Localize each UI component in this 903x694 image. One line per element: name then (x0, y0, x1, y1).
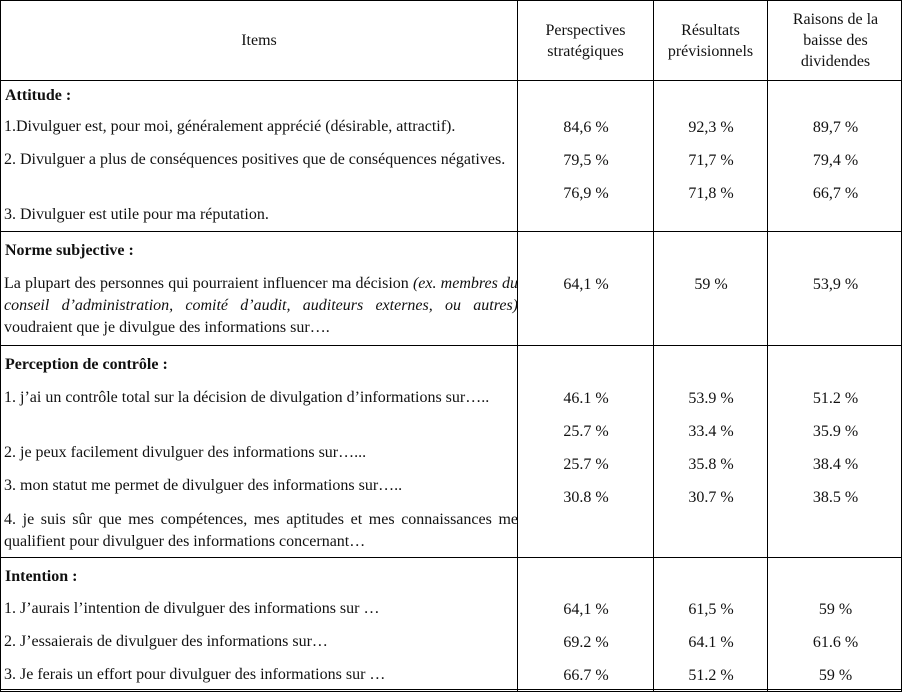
value-cell: 71,7 % (688, 152, 734, 169)
item-text: 1. j’ai un contrôle total sur la décision de divulgation d’informations sur….. (4, 389, 490, 406)
value-cell: 38.5 % (812, 489, 859, 506)
value-cell: 79,4 % (812, 152, 859, 169)
section-divider (1, 231, 901, 232)
value-cell: 51.2 % (688, 667, 734, 684)
bottom-double-rule (1, 689, 901, 690)
value-cell: 66,7 % (812, 185, 859, 202)
value-cell: 30.8 % (563, 489, 609, 506)
value-cell: 61.6 % (812, 634, 859, 651)
value-cell: 35.9 % (812, 423, 859, 440)
header-items: Items (241, 32, 277, 49)
item-text: 3. Je ferais un effort pour divulguer des informations sur … (4, 666, 386, 683)
value-cell: 66.7 % (563, 667, 609, 684)
value-cell: 59 % (818, 667, 853, 684)
header-resultats: Résultats prévisionnels (667, 21, 754, 60)
item-text: 4. je suis sûr que mes compétences, mes aptitudes et mes connaissances me qualifient pour divulguer des informations concernant… (4, 511, 518, 550)
item-text: 3. Divulguer est utile pour ma réputation. (4, 206, 269, 223)
value-cell: 64,1 % (563, 601, 609, 618)
header-raisons: Raisons de la baisse des dividendes (792, 11, 879, 70)
value-cell: 71,8 % (688, 185, 734, 202)
value-cell: 84,6 % (563, 119, 609, 136)
header-divider (1, 80, 901, 81)
value-cell: 64,1 % (563, 276, 609, 293)
value-cell: 92,3 % (688, 119, 734, 136)
value-cell: 30.7 % (688, 489, 734, 506)
item-text: 2. je peux facilement divulguer des informations sur…... (4, 444, 367, 461)
value-cell: 53.9 % (688, 390, 734, 407)
column-divider (653, 1, 654, 691)
value-cell: 25.7 % (563, 423, 609, 440)
item-text: La plupart des personnes qui pourraient influencer ma décision (ex. membres du conseil d’administration, comité d’audit, auditeurs externes, ou autres) voudraient que je divulgue des informations sur…. (4, 275, 519, 336)
value-cell: 89,7 % (812, 119, 859, 136)
value-cell: 51.2 % (812, 390, 859, 407)
value-cell: 53,9 % (812, 276, 859, 293)
value-cell: 59 % (694, 276, 728, 293)
value-cell: 46.1 % (563, 390, 609, 407)
value-cell: 79,5 % (563, 152, 609, 169)
item-text: 2. J’essaierais de divulguer des informations sur… (4, 633, 328, 650)
item-text: 1.Divulguer est, pour moi, généralement apprécié (désirable, attractif). (4, 118, 456, 135)
item-text: 3. mon statut me permet de divulguer des informations sur….. (4, 477, 403, 494)
value-cell: 59 % (818, 601, 853, 618)
item-text: 2. Divulguer a plus de conséquences positives que de conséquences négatives. (4, 151, 506, 168)
value-cell: 35.8 % (688, 456, 734, 473)
value-cell: 76,9 % (563, 185, 609, 202)
value-cell: 61,5 % (688, 601, 734, 618)
item-text: 1. J’aurais l’intention de divulguer des informations sur … (4, 600, 380, 617)
value-cell: 64.1 % (688, 634, 734, 651)
value-cell: 25.7 % (563, 456, 609, 473)
section-title-perception: Perception de contrôle : (5, 356, 168, 373)
value-cell: 33.4 % (688, 423, 734, 440)
column-divider (517, 1, 518, 691)
section-title-attitude: Attitude : (5, 87, 72, 104)
section-divider (1, 345, 901, 346)
section-divider (1, 557, 901, 558)
section-title-norme: Norme subjective : (5, 242, 134, 259)
header-perspectives: Perspectives stratégiques (545, 21, 626, 60)
value-cell: 69.2 % (563, 634, 609, 651)
value-cell: 38.4 % (812, 456, 859, 473)
column-divider (767, 1, 768, 691)
section-title-intention: Intention : (5, 568, 78, 585)
